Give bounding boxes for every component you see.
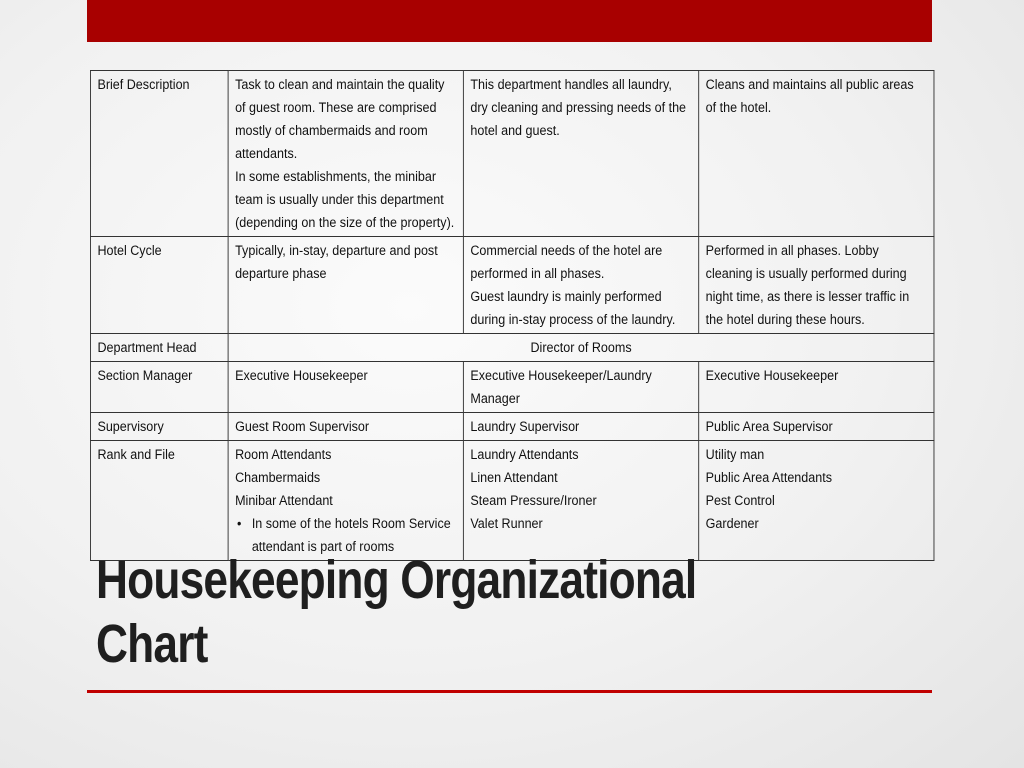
table-cell: Cleans and maintains all public areas of the hotel.: [699, 71, 934, 237]
row-label: Brief Description: [90, 71, 228, 237]
table-cell: Typically, in-stay, departure and post departure phase: [228, 237, 463, 334]
cell-text: Room Attendants Chambermaids Minibar Attendant: [235, 447, 333, 508]
row-label: Hotel Cycle: [90, 237, 228, 334]
row-label: Department Head: [90, 334, 228, 362]
table-cell: [228, 441, 463, 561]
row-label: Supervisory: [90, 413, 228, 441]
table-row-brief-description: [90, 71, 934, 237]
table-row-section-manager: [90, 362, 934, 413]
table-cell: Task to clean and maintain the quality of guest room. These are comprised mostly of chambermaids and room attendants. In some establishments, the minibar team is usually under this department (depending on the size of the property).: [228, 71, 463, 237]
merged-cell: Director of Rooms: [228, 334, 934, 362]
table-cell: Executive Housekeeper/Laundry Manager: [463, 362, 698, 413]
title-underline: [87, 690, 932, 693]
org-table-container: [90, 70, 934, 561]
table-row-department-head: [90, 334, 934, 362]
bullet-item: • In some of the hotels Room Service attendant is part of rooms: [252, 512, 457, 558]
table-cell: Public Area Supervisor: [699, 413, 934, 441]
row-label: Section Manager: [90, 362, 228, 413]
table-cell: Guest Room Supervisor: [228, 413, 463, 441]
org-table: [90, 70, 934, 561]
table-cell: Laundry Attendants Linen Attendant Steam Pressure/Ironer Valet Runner: [463, 441, 698, 561]
table-cell: Performed in all phases. Lobby cleaning is usually performed during night time, as there is lesser traffic in the hotel during these hours.: [699, 237, 934, 334]
table-cell: Executive Housekeeper: [699, 362, 934, 413]
table-cell: This department handles all laundry, dry cleaning and pressing needs of the hotel and guest.: [463, 71, 698, 237]
row-label: Rank and File: [90, 441, 228, 561]
table-cell: Commercial needs of the hotel are performed in all phases. Guest laundry is mainly performed during in-stay process of the laundry.: [463, 237, 698, 334]
table-cell: Utility man Public Area Attendants Pest Control Gardener: [699, 441, 934, 561]
top-accent-bar: [87, 0, 932, 42]
table-cell: Executive Housekeeper: [228, 362, 463, 413]
table-cell: Laundry Supervisor: [463, 413, 698, 441]
table-row-hotel-cycle: [90, 237, 934, 334]
table-row-rank-and-file: [90, 441, 934, 561]
slide-title: Housekeeping Organizational Chart: [96, 550, 697, 674]
table-row-supervisory: [90, 413, 934, 441]
